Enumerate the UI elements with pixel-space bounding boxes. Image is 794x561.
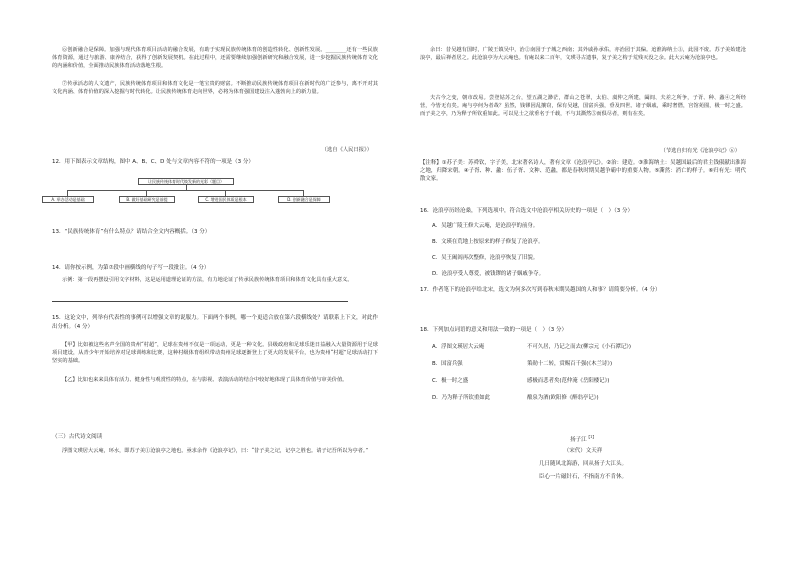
question-16-option: D．沧浪亭受人尊爱，被钱镠的诸子姻戚争夺。 [432,271,544,277]
paragraph-6: ⑥创新融合是保障。加强与现代体育项目活动的融合发展，有助于实现民族传统体育的创造性转化、创新性发展。________还有一些民族体育资源，通过与旅游、康养结合，获得了创新发展契机。在此过程中，还需要继续加强创新研究和融合发展，进一步挖掘民族传统体育文化的内涵和价值，全面推动民族体育活动落地生根。 [52,47,378,70]
option-comparison: 酿泉为酒(欧阳修《醉翁亭记》) [527,395,599,401]
diagram-title-box: 让民族传统体育时代焕发新的光彩（题目） [138,178,234,185]
option-phrase: B．国富兵强 [432,361,463,367]
poem-title-note: 【1】 [586,435,596,439]
diagram-box-d: D. 创新融合是保障 [278,196,330,203]
question-18-option [432,377,732,385]
option-comparison: 不可久居，乃记之而去(柳宗元《小石潭记》) [527,344,631,350]
poem-title-text: 扬子江 [570,436,587,443]
question-15: 15．这论文中，列举有代表性的事例可以增强文章的说服力。下面两个事例，哪一个更适合放在第六段横线处？请联系上下文，对此作出分析。（4 分） [52,315,379,330]
option-phrase: A．浮图文瑛居大云庵 [432,344,485,350]
poem-author: （宋代）文天祥 [563,448,603,454]
option-phrase: D．乃为释子所钦重如此 [432,395,491,401]
section-3-title: （三）古代诗文阅读 [52,434,103,440]
option-phrase: C．极一时之盛 [432,378,469,384]
question-18-option [432,360,732,368]
question-14-example: 示例：第一段再摆设引用文字材料，这是运用道理论证的方法，有力地论证了传承民族传统体育项目和体育文化具有重大意义。 [62,277,353,283]
source-note: （选自《人民日报》） [321,147,372,153]
question-13: 13．“民族传统体育”有什么特点？请结合全文内容概括。（3 分） [52,229,211,235]
question-18-option [432,394,732,402]
paragraph-7: ⑦传承活态的人文遗产，民族传统体育项目和体育文化是一笔宝贵的财富。不断推动民族传统体育项目在新时代的广泛参与，离不开对其文化内涵、体育价值的深入挖掘与时代转化。让民族传统体育走向世界，必将为体育强国建设注入蓬勃向上的新力量。 [52,81,378,96]
structure-diagram [42,176,332,216]
question-12: 12．用下图表示文章结构，图中 A、B、C、D 处与文章内容不符的一项是（3 分） [52,159,254,165]
diagram-connector [67,190,303,191]
question-16: 16．沧浪亭历经沧桑，下列选项中，符合选文中沧浪亭相关历史的一项是（ ）（3 分） [420,208,633,214]
question-18: 18．下列加点词语的意义和用法一致的一项是（ ）（3 分） [420,327,567,333]
option-comparison: 策勋十二转，赏赐百千强(《木兰诗》) [527,361,613,367]
diagram-box-b: B. 做好基础研究是前提 [119,196,175,203]
question-17: 17．作者笔下的沧浪亭给北宋，选文为何多次写到春秋末期吴越国的人和事？请简要分析。（4 分） [420,287,661,293]
question-14: 14．请你按示例，为第⑦段中画横线的句子写一段批注。（4 分） [52,265,210,271]
diagram-box-a: A. 举办活动是基础 [42,196,94,203]
question-15-option-b: 【乙】比如也来来具体有活力、健身性与观赏性的特点，在与影视、表演活动的结合中较好地体现了具体育价值与审美价值。 [62,377,348,383]
question-16-option: A．吴越广陵王修大云庵，是沧浪亭的前身。 [432,223,539,229]
answer-line [52,294,348,302]
question-18-option [432,343,732,351]
passage-paragraph-2: 夫古今之变，朝市改易。尝登姑苏之台，望五湖之渺茫，群山之苍翠，太伯、虞仲之所建，阖闾、夫差之所争，子胥、种、蠡④之所经营，今皆无有矣。庵与亭何为者哉？虽然，钱镠因乱攘窃，保有吴越，国富兵强，垂及四世。诸子姻戚，乘时奢僭，宫馆苑囿，极一时之盛。而子美之亭，乃为释子所钦重如此。可以见士之欲垂名于千载，不与其澌然⑤而俱尽者，则有在矣。 [420,95,746,118]
option-comparison: 感极而悲者矣(范仲淹《岳阳楼记》) [527,378,610,384]
poem-line: 几日随风北海游，回从扬子大江头。 [538,461,627,467]
passage-source: （节选自归有光《沧浪亭记》⑥） [660,148,740,154]
annotation-notes: 【注释】①苏子美：苏舜钦，字子美，北宋著名诗人，著有文章《沧浪亭记》。②治：建造。③淮海纳土：吴越国最后的君主钱俶献出淮海之地，归降宋朝。④子胥、种、蠡：伍子胥、文种、范蠡，都是春秋时期吴越争霸中的重要人物。⑤澌然：消亡的样子。⑥归有光：明代散文家。 [420,160,746,183]
poem-title [420,433,746,444]
passage-paragraph-1: 余曰：昔吴越有国时，广陵王镇吴中，治②南园于子城之西南；其外戚孙承佑，亦治园于其偏。迨淮海纳土③，此园不废。苏子美始建沧浪亭，最后禅者居之。此沧浪亭为大云庵也。有庵以来二百年，文瑛寻古遗事，复子美之构于荒残灭没之余。此大云庵为沧浪亭也。 [420,47,746,62]
diagram-box-c: C. 增进国民体质是根本 [198,196,254,203]
question-16-option: C．吴王阖闾再次整修，沧浪亭恢复了旧貌。 [432,255,539,261]
passage-opening: 浮图文瑛居大云庵，环水，即苏子美①沧浪亭之地也。亟求余作《沧浪亭记》，曰：“昔子美之记，记亭之胜也。请子记吾所以为亭者。” [62,448,369,454]
question-15-option-a: 【甲】比如被这些名声全国的贵州“村超”，足球在贵州不仅是一项运动，更是一种文化。县级政府和足球乐迷日益融入大量资源用于足球项目建设，从青少年开始培养对足球训练和比赛，这种村级体育组织带动贵州足球逐渐登上了更大的发展平台，也为贵州“村超”足球活动打下坚实的基础。 [52,342,378,365]
poem-line: 臣心一片磁针石，不指南方不肯休。 [538,474,627,480]
question-16-option: B．文瑛在荒地上按原来的样子修复了沧浪亭。 [432,239,544,245]
